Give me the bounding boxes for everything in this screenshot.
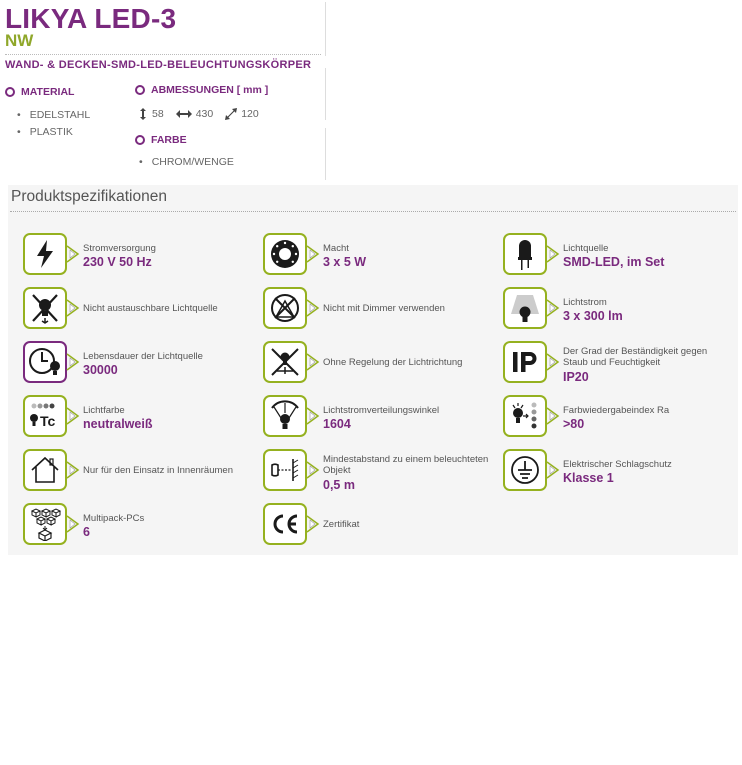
circle-icon <box>5 87 15 97</box>
circle-icon <box>135 135 145 145</box>
chevron-right-icon <box>66 353 80 371</box>
no-dimmer-icon <box>263 287 307 329</box>
spec-item-certificate: Zertifikat <box>263 503 503 549</box>
spec-item-ip-rating: Der Grad der Beständigkeit gegen Staub und Feuchtigkeit IP20 <box>503 341 742 387</box>
spec-item-light-color: Tc Lichtfarbe neutralweiß <box>23 395 263 441</box>
spec-item-cri: Farbwiedergabeindex Ra >80 <box>503 395 742 441</box>
spec-item-light-source: Lichtquelle SMD-LED, im Set <box>503 233 742 279</box>
spec-item-lifetime: Lebensdauer der Lichtquelle 30000 <box>23 341 263 387</box>
height-arrow-icon <box>138 108 148 120</box>
chevron-right-icon <box>546 299 560 317</box>
indoor-house-icon <box>23 449 67 491</box>
svg-text:Tc: Tc <box>40 413 56 429</box>
chevron-right-icon <box>66 245 80 263</box>
divider <box>325 68 326 120</box>
header-rule <box>5 54 321 55</box>
beam-angle-icon <box>263 395 307 437</box>
non-replaceable-bulb-icon <box>23 287 67 329</box>
chevron-right-icon <box>306 299 320 317</box>
material-heading: MATERIAL <box>5 86 74 98</box>
spec-item-no-dimmer: Nicht mit Dimmer verwenden <box>263 287 503 333</box>
dimension-height: 58 <box>152 108 164 120</box>
product-header <box>5 4 321 50</box>
ground-protection-icon <box>503 449 547 491</box>
specifications-rule <box>10 211 736 212</box>
ip-icon <box>503 341 547 383</box>
chevron-right-icon <box>306 245 320 263</box>
material-item: • EDELSTAHL <box>17 109 90 121</box>
lightning-icon <box>23 233 67 275</box>
product-description: WAND- & DECKEN-SMD-LED-BELEUCHTUNGSKÖRPER <box>5 59 312 71</box>
dimensions-values <box>138 108 271 120</box>
led-diode-icon <box>503 233 547 275</box>
multipack-icon <box>23 503 67 545</box>
product-variant: NW <box>5 31 34 50</box>
chevron-right-icon <box>66 407 80 425</box>
divider <box>325 128 326 180</box>
depth-arrow-icon <box>225 108 237 120</box>
spec-item-power: Macht 3 x 5 W <box>263 233 503 279</box>
spec-item-multipack: Multipack-PCs 6 <box>23 503 263 549</box>
chevron-right-icon <box>546 461 560 479</box>
spec-item-indoor-only: Nur für den Einsatz in Innenräumen <box>23 449 263 495</box>
divider <box>325 2 326 56</box>
specifications-title: Produktspezifikationen <box>11 188 167 205</box>
color-item: • CHROM/WENGE <box>139 156 234 168</box>
spec-item-no-direction: Ohne Regelung der Lichtrichtung <box>263 341 503 387</box>
chevron-right-icon <box>66 515 80 533</box>
product-specifications <box>8 185 738 555</box>
dimensions-heading: ABMESSUNGEN [ mm ] <box>135 84 268 96</box>
lifetime-clock-icon <box>23 341 67 383</box>
chevron-right-icon <box>546 353 560 371</box>
no-direction-adjust-icon <box>263 341 307 383</box>
chevron-right-icon <box>66 299 80 317</box>
chevron-right-icon <box>66 461 80 479</box>
spec-item-min-distance: Mindestabstand zu einem beleuchteten Objekt 0,5 m <box>263 449 503 495</box>
color-heading: FARBE <box>135 134 187 146</box>
min-distance-icon <box>263 449 307 491</box>
material-item: • PLASTIK <box>17 126 73 138</box>
spec-item-beam-angle: Lichtstromverteilungswinkel 1604 <box>263 395 503 441</box>
spec-item-non-replaceable: Nicht austauschbare Lichtquelle <box>23 287 263 333</box>
chevron-right-icon <box>306 407 320 425</box>
power-dial-icon <box>263 233 307 275</box>
chevron-right-icon <box>546 407 560 425</box>
chevron-right-icon <box>306 461 320 479</box>
width-arrow-icon <box>176 109 192 119</box>
color-rendering-icon <box>503 395 547 437</box>
color-temperature-icon <box>23 395 67 437</box>
dimension-width: 430 <box>195 108 214 120</box>
chevron-right-icon <box>306 353 320 371</box>
spec-item-shock-protection: Elektrischer Schlagschutz Klasse 1 <box>503 449 742 495</box>
chevron-right-icon <box>546 245 560 263</box>
spec-item-luminous-flux: Lichtstrom 3 x 300 lm <box>503 287 742 333</box>
dimension-depth: 120 <box>241 108 259 120</box>
ce-mark-icon <box>263 503 307 545</box>
product-title: LIKYA LED-3 <box>5 3 177 34</box>
chevron-right-icon <box>306 515 320 533</box>
spec-item-power-supply: Stromversorgung 230 V 50 Hz <box>23 233 263 279</box>
circle-icon <box>135 85 145 95</box>
luminous-flux-icon <box>503 287 547 329</box>
